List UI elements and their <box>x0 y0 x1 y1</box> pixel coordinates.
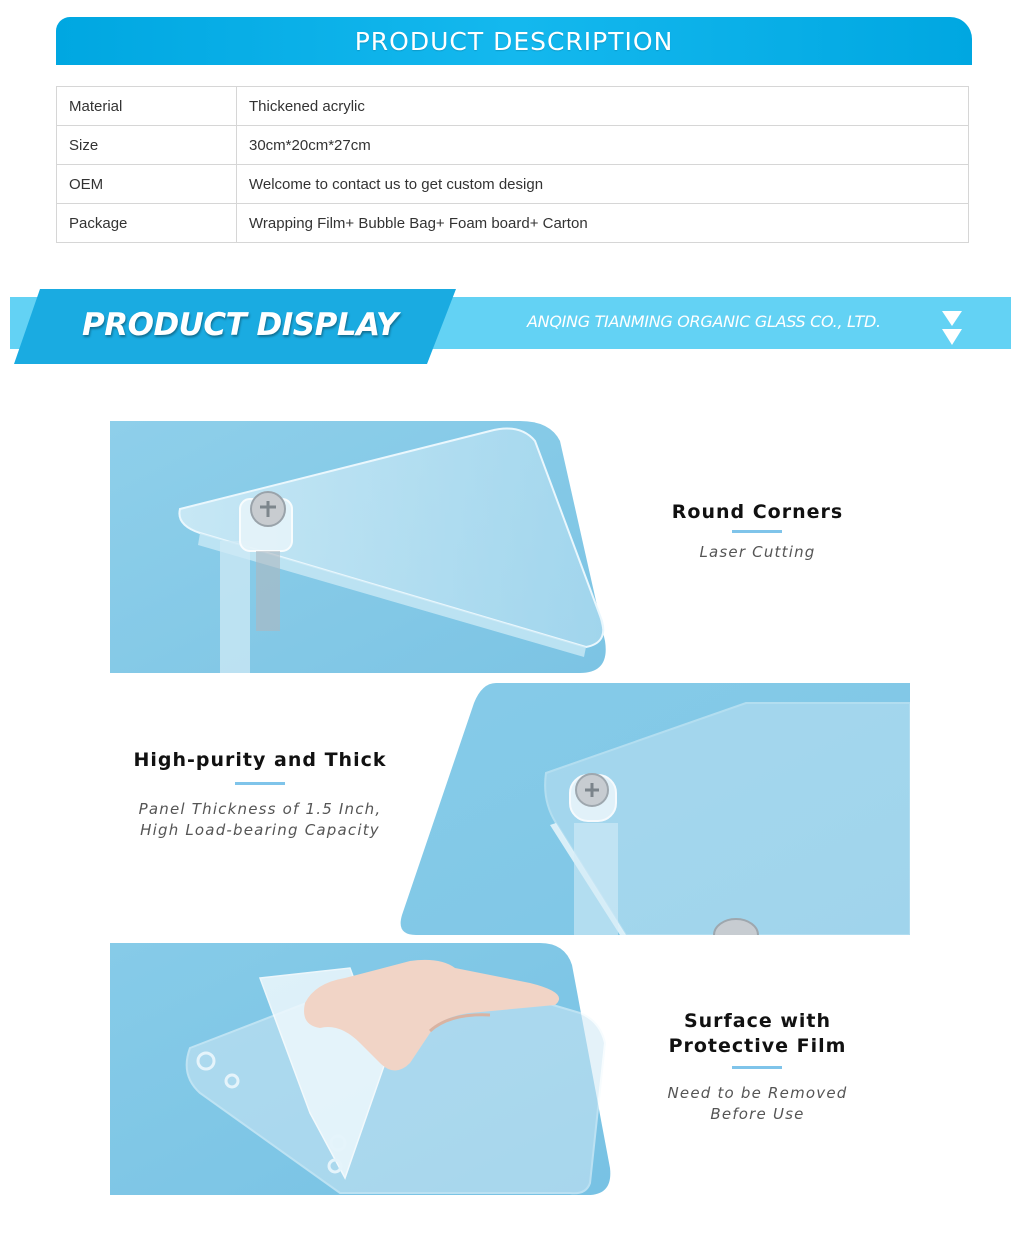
double-chevron-down-icon <box>940 309 964 347</box>
spec-label: Package <box>57 204 237 243</box>
product-display-title: PRODUCT DISPLAY <box>82 307 398 343</box>
product-display-banner <box>0 289 1021 364</box>
table-row <box>57 204 969 243</box>
table-row <box>57 87 969 126</box>
product-description-title: PRODUCT DESCRIPTION <box>354 26 674 56</box>
spec-value: Welcome to contact us to get custom design <box>237 165 969 204</box>
high-purity-thick-photo <box>396 683 910 935</box>
feature-title: High-purity and Thick <box>133 749 387 771</box>
company-name: ANQING TIANMING ORGANIC GLASS CO., LTD. <box>527 312 881 331</box>
feature-title: Protective Film <box>668 1035 847 1057</box>
spec-label: OEM <box>57 165 237 204</box>
feature-subtitle: Before Use <box>710 1105 805 1123</box>
feature-subtitle: Need to be Removed <box>667 1084 848 1102</box>
product-description-header <box>56 17 972 65</box>
feature-subtitle: High Load-bearing Capacity <box>140 821 380 839</box>
round-corners-photo <box>110 421 615 673</box>
feature-subtitle: Laser Cutting <box>699 543 816 561</box>
spec-value: Wrapping Film+ Bubble Bag+ Foam board+ Carton <box>237 204 969 243</box>
feature-divider <box>235 782 285 785</box>
spec-value: 30cm*20cm*27cm <box>237 126 969 165</box>
table-row <box>57 165 969 204</box>
feature-divider <box>732 530 782 533</box>
spec-label: Size <box>57 126 237 165</box>
feature-subtitle: Panel Thickness of 1.5 Inch, <box>138 800 382 818</box>
feature-divider <box>732 1066 782 1069</box>
specs-table <box>56 86 969 243</box>
feature-title: Surface with <box>683 1010 832 1032</box>
feature-title: Round Corners <box>671 501 844 523</box>
spec-label: Material <box>57 87 237 126</box>
spec-value: Thickened acrylic <box>237 87 969 126</box>
protective-film-photo <box>110 943 613 1195</box>
table-row <box>57 126 969 165</box>
